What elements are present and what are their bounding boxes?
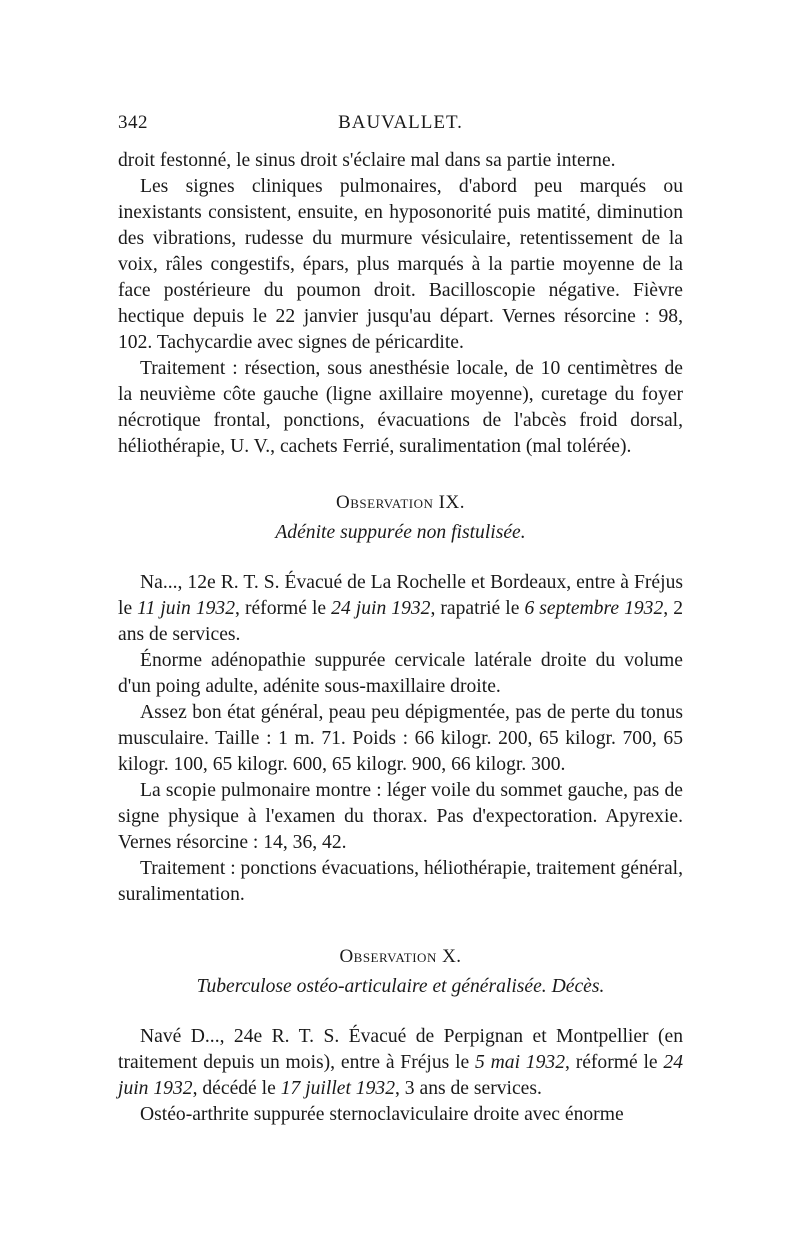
paragraph: Navé D..., 24e R. T. S. Évacué de Perpignan et Montpellier (en traitement depuis un mois), entre à Fréjus le 5 mai 1932, réformé le 24 juin 1932, décédé le 17 juillet 1932, 3 ans de services. [118,1026,684,1099]
paragraph: Énorme adénopathie suppurée cervicale latérale droite du volume d'un poing adulte, adénite sous-maxillaire droite. [118,650,683,697]
observation-subtitle: Tuberculose ostéo-articulaire et généralisée. Décès. [196,976,605,997]
paragraph: Na..., 12e R. T. S. Évacué de La Rochelle et Bordeaux, entre à Fréjus le 11 juin 1932, réformé le 24 juin 1932, rapatrié le 6 septembre 1932, 2 ans de services. [118,572,684,645]
paragraph: Assez bon état général, peau peu dépigmentée, pas de perte du tonus musculaire. Taille : 1 m. 71. Poids : 66 kilogr. 200, 65 kilogr. 700, 65 kilogr. 100, 65 kilogr. 600, 65 kilogr. 900, 66 kilogr. 300. [118,702,683,775]
paragraph: La scopie pulmonaire montre : léger voile du sommet gauche, pas de signe physique à l'examen du thorax. Pas d'expectoration. Apyrexie. Vernes résorcine : 14, 36, 42. [118,780,683,853]
paragraph: Traitement : ponctions évacuations, héliothérapie, traitement général, suralimentation. [118,858,683,905]
page-number: 342 [118,112,148,133]
running-header [118,112,683,142]
paragraph: Traitement : résection, sous anesthésie locale, de 10 centimètres de la neuvième côte gauche (ligne axillaire moyenne), curetage du foyer nécrotique frontal, ponctions, évacuations de l'abcès froid dorsal, héliothérapie, U. V., cachets Ferrié, suralimentation (mal tolérée). [118,358,683,457]
observation-heading: Observation X. [339,946,462,967]
running-title: BAUVALLET. [338,112,463,133]
paragraph: Ostéo-arthrite suppurée sternoclaviculaire droite avec énorme [140,1104,624,1125]
observation-subtitle: Adénite suppurée non fistulisée. [275,522,526,543]
paragraph: Les signes cliniques pulmonaires, d'abord peu marqués ou inexistants consistent, ensuite, en hyposonorité puis matité, diminution des vibrations, rudesse du murmure vésiculaire, retentissement de la voix, râles congestifs, épars, plus marqués à la partie moyenne de la face postérieure du poumon droit. Bacilloscopie négative. Fièvre hectique depuis le 22 janvier jusqu'au départ. Vernes résorcine : 98, 102. Tachycardie avec signes de péricardite. [118,176,683,353]
page-body [118,148,683,1128]
observation-heading: Observation IX. [336,492,465,513]
paragraph: droit festonné, le sinus droit s'éclaire mal dans sa partie interne. [118,150,616,171]
